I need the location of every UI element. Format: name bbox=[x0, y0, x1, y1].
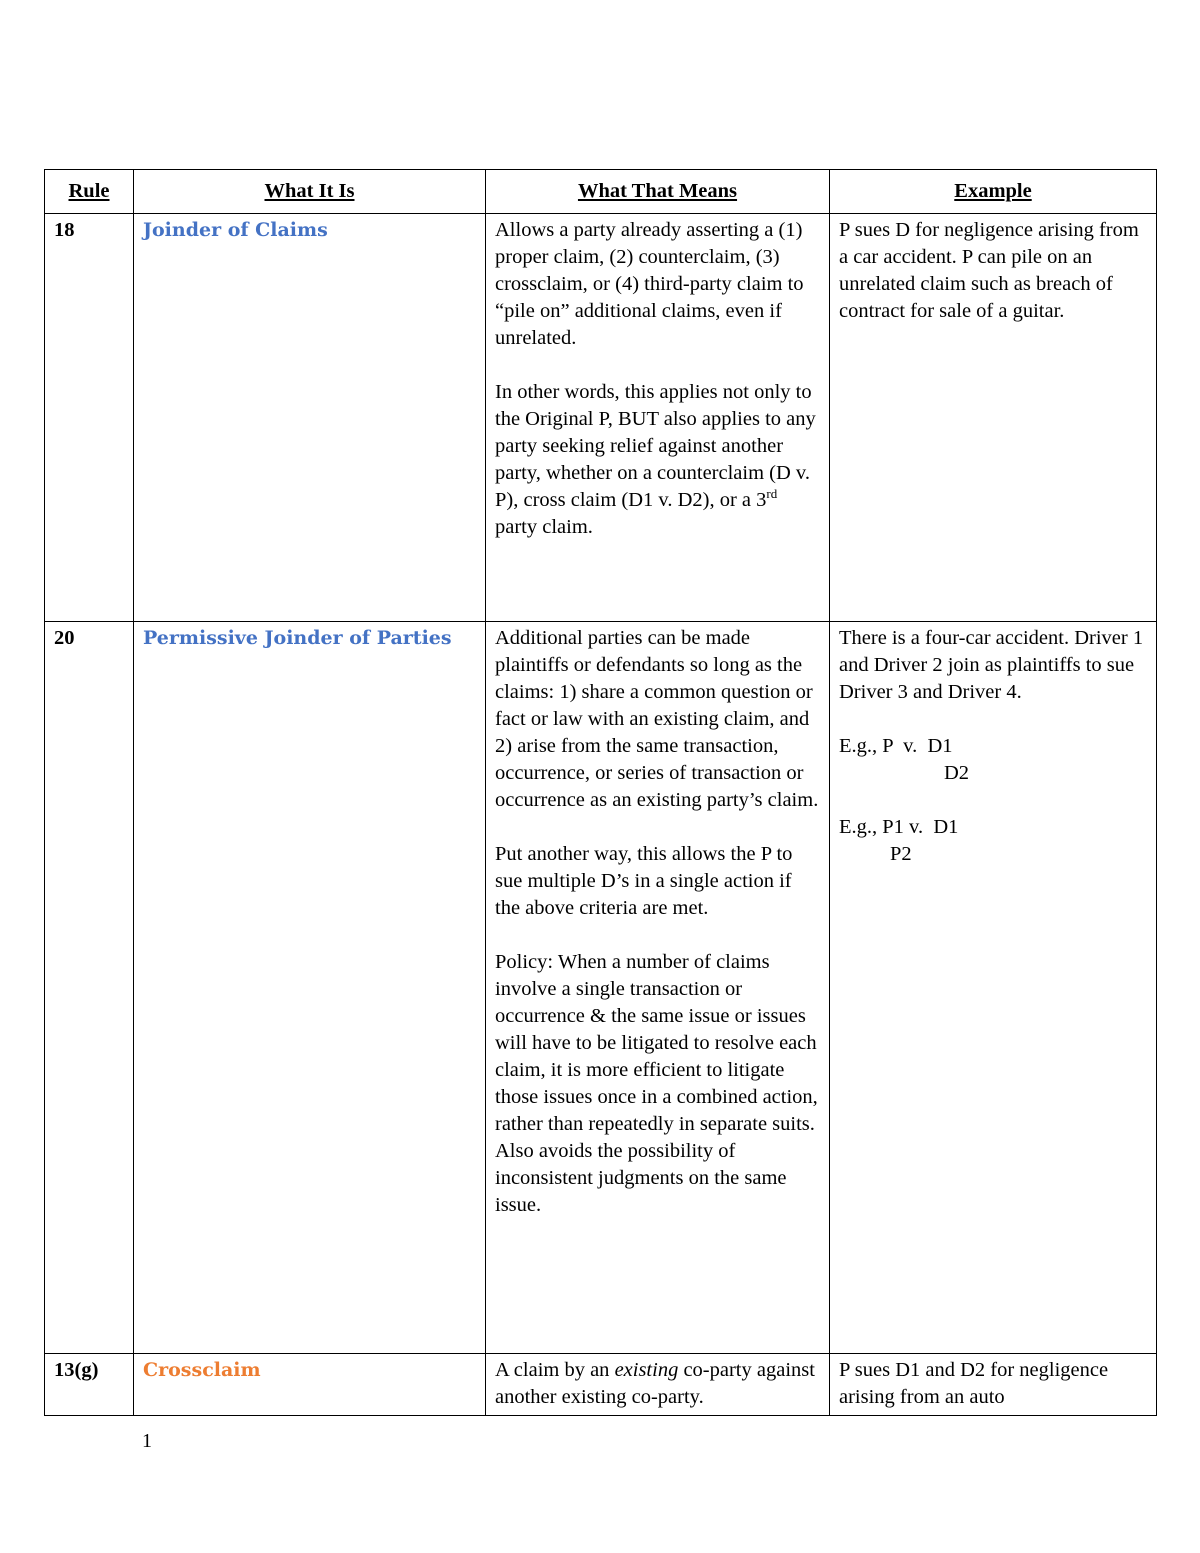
rule-meaning bbox=[486, 1354, 830, 1416]
rule-meaning bbox=[486, 622, 830, 1354]
example-line: E.g., P v. D1 bbox=[839, 735, 953, 757]
rule-example bbox=[830, 1354, 1157, 1416]
table-row bbox=[45, 1354, 1157, 1416]
superscript-text: rd bbox=[766, 486, 778, 502]
rule-number: 13(g) bbox=[45, 1354, 134, 1416]
page-number: 1 bbox=[142, 1430, 152, 1452]
meaning-paragraph bbox=[495, 1357, 820, 1411]
header-what-that-means: What That Means bbox=[486, 170, 830, 214]
rule-title: Crossclaim bbox=[134, 1354, 486, 1416]
header-what-it-is: What It Is bbox=[134, 170, 486, 214]
meaning-paragraph bbox=[495, 379, 820, 541]
rule-meaning bbox=[486, 214, 830, 622]
table-row bbox=[45, 622, 1157, 1354]
rule-example bbox=[830, 622, 1157, 1354]
rule-example bbox=[830, 214, 1157, 622]
meaning-text: A claim by an bbox=[495, 1359, 615, 1381]
rule-number: 20 bbox=[45, 622, 134, 1354]
rule-title: Joinder of Claims bbox=[134, 214, 486, 622]
rule-number: 18 bbox=[45, 214, 134, 622]
example-line: D2 bbox=[944, 762, 970, 784]
rules-table bbox=[44, 169, 1157, 1416]
header-rule: Rule bbox=[45, 170, 134, 214]
meaning-paragraph: Allows a party already asserting a (1) proper claim, (2) counterclaim, (3) crossclaim, or (4) third-party claim to “pile on” additional claims, even if unrelated. bbox=[495, 219, 804, 349]
meaning-paragraph: Policy: When a number of claims involve a single transaction or occurrence & the same issue or issues will have to be litigated to resolve each claim, it is more efficient to litigate those issues once in a combined action, rather than repeatedly in separate suits. Also avoids the possibility of inconsistent judgments on the same issue. bbox=[495, 951, 818, 1216]
header-example: Example bbox=[830, 170, 1157, 214]
example-line: P2 bbox=[890, 843, 912, 865]
meaning-paragraph: Put another way, this allows the P to sue multiple D’s in a single action if the above criteria are met. bbox=[495, 843, 793, 919]
example-line: E.g., P1 v. D1 bbox=[839, 816, 959, 838]
meaning-text: party claim. bbox=[495, 516, 593, 538]
meaning-text: co-party against another existing co-party. bbox=[495, 1359, 815, 1408]
example-paragraph: P sues D1 and D2 for negligence arising from an auto bbox=[839, 1359, 1109, 1408]
meaning-text: In other words, this applies not only to the Original P, BUT also applies to any party seeking relief against another party, whether on a counterclaim (D v. P), cross claim (D1 v. D2), or a 3 bbox=[495, 381, 816, 511]
rule-title: Permissive Joinder of Parties bbox=[134, 622, 486, 1354]
table-row bbox=[45, 214, 1157, 622]
emphasis-text: existing bbox=[614, 1359, 679, 1381]
example-paragraph: P sues D for negligence arising from a car accident. P can pile on an unrelated claim such as breach of contract for sale of a guitar. bbox=[839, 219, 1139, 322]
meaning-paragraph: Additional parties can be made plaintiffs or defendants so long as the claims: 1) share a common question or fact or law with an existing claim, and 2) arise from the same transaction, occurrence, or series of transaction or occurrence as an existing party’s claim. bbox=[495, 627, 819, 811]
example-paragraph: There is a four-car accident. Driver 1 and Driver 2 join as plaintiffs to sue Driver 3 and Driver 4. bbox=[839, 627, 1144, 703]
table-header-row bbox=[45, 170, 1157, 214]
